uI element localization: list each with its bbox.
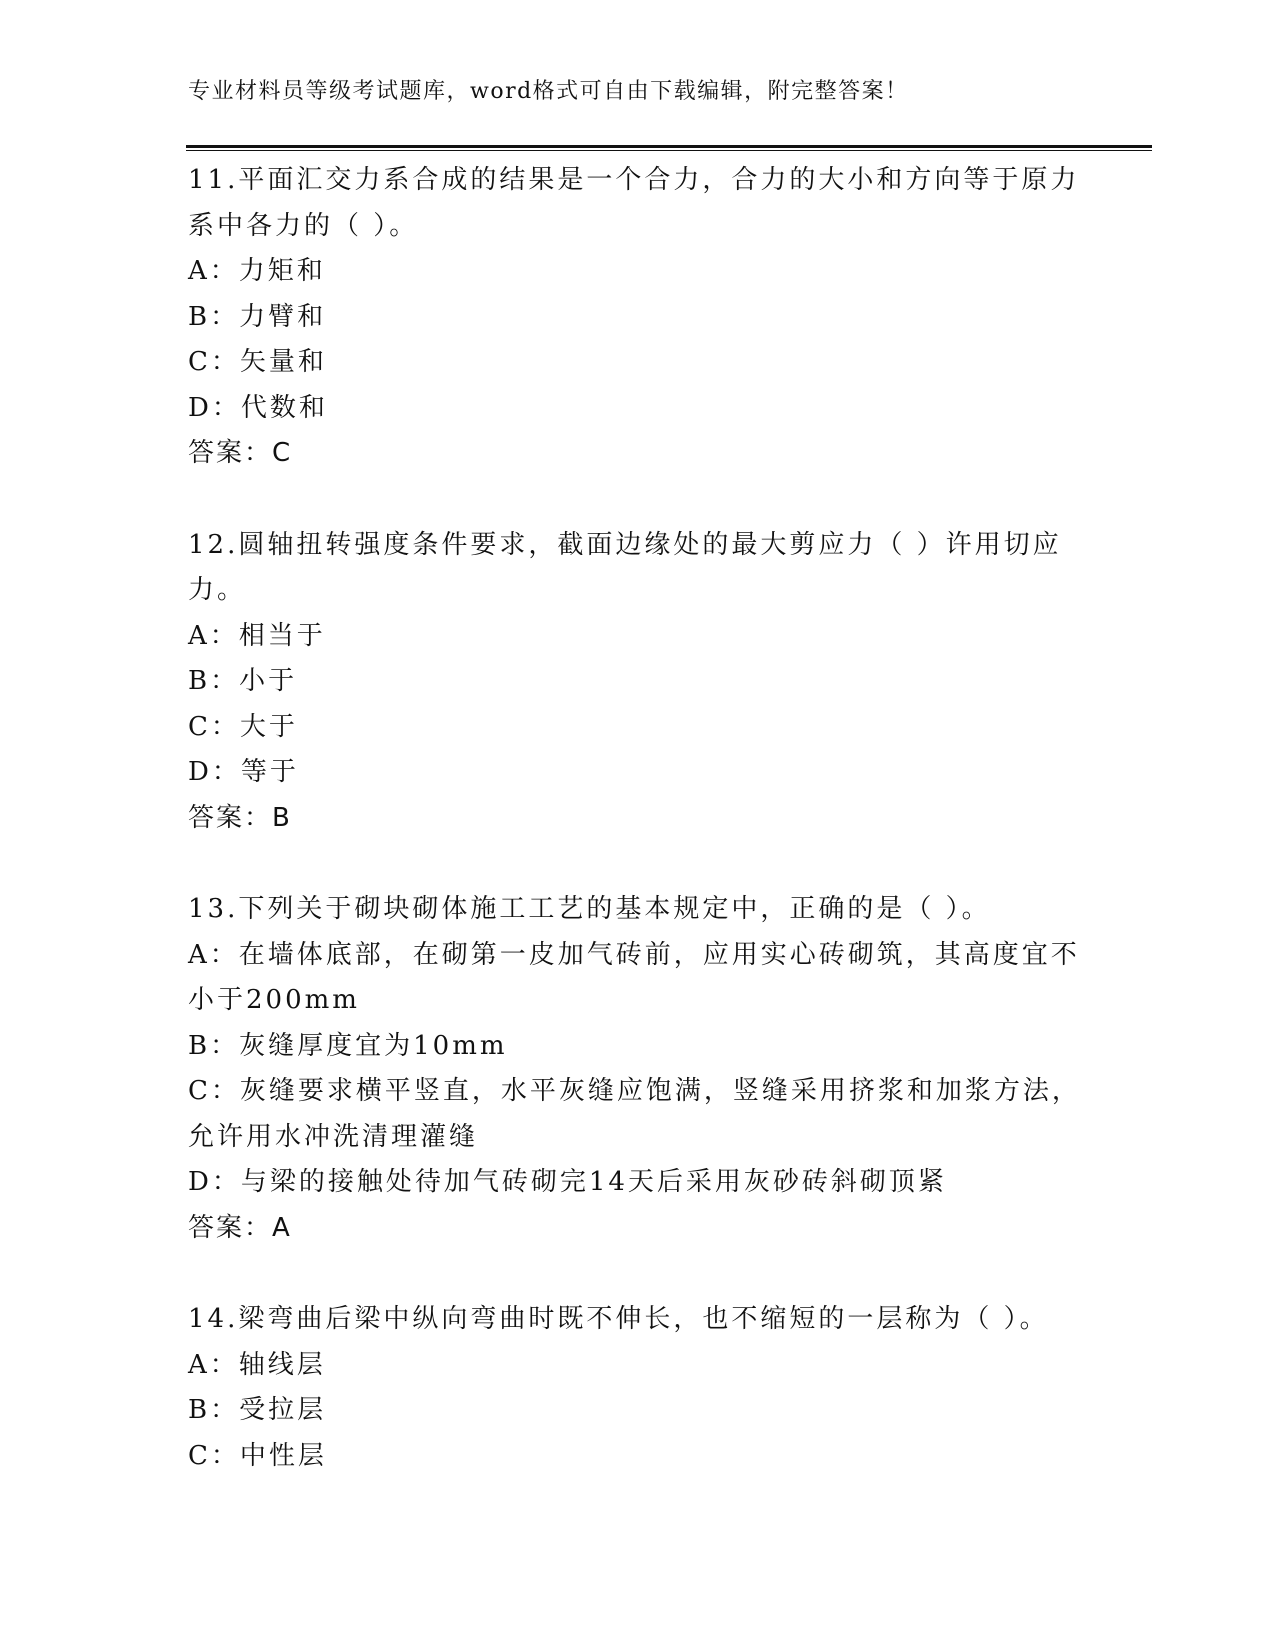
question-11-option-a: A：力矩和 [188,256,326,286]
header-rule-thin [186,150,1152,151]
question-13-stem-line-1: 13.下列关于砌块砌体施工工艺的基本规定中，正确的是（ ）。 [188,894,991,924]
question-13-option-c-line-1: C：灰缝要求横平竖直，水平灰缝应饱满，竖缝采用挤浆和加浆方法， [188,1076,1081,1106]
question-list [188,158,1088,1525]
question-12-answer: 答案：B [188,802,292,833]
question-13-answer: 答案：A [188,1212,292,1243]
question-11-option-c: C：矢量和 [188,347,327,377]
question-11-option-b: B：力臂和 [188,301,327,332]
question-13 [188,887,1088,1251]
page-header: 专业材料员等级考试题库，word格式可自由下载编辑，附完整答案！ [188,79,909,104]
question-14-stem-line-1: 14.梁弯曲后梁中纵向弯曲时既不伸长，也不缩短的一层称为（ ）。 [188,1304,1049,1334]
question-14 [188,1297,1088,1479]
question-11 [188,158,1088,477]
question-12-option-b: B：小于 [188,666,298,696]
header-rule-thick [186,145,1152,148]
question-12-stem-line-2: 力。 [188,575,247,605]
question-12-option-d: D：等于 [188,757,299,787]
question-11-stem-line-1: 11.平面汇交力系合成的结果是一个合力，合力的大小和方向等于原力 [188,165,1080,195]
question-14-option-a: A：轴线层 [188,1349,326,1380]
question-12-option-c: C：大于 [188,711,298,742]
question-13-option-c-line-2: 允许用水冲洗清理灌缝 [188,1121,479,1152]
question-11-answer: 答案：C [188,438,293,468]
question-11-stem-line-2: 系中各力的（ ）。 [188,210,419,241]
question-14-option-c: C：中性层 [188,1440,327,1471]
question-14-option-b: B：受拉层 [188,1395,327,1425]
question-12-option-a: A：相当于 [188,620,326,651]
question-13-option-b: B：灰缝厚度宜为10mm [188,1030,508,1061]
question-13-option-d: D：与梁的接触处待加气砖砌完14天后采用灰砂砖斜砌顶紧 [188,1167,947,1197]
question-13-option-a-line-2: 小于200mm [188,985,360,1015]
question-12-stem-line-1: 12.圆轴扭转强度条件要求，截面边缘处的最大剪应力（ ）许用切应 [188,529,1062,560]
question-11-option-d: D：代数和 [188,392,328,423]
question-12 [188,523,1088,842]
question-13-option-a-line-1: A：在墙体底部，在砌第一皮加气砖前，应用实心砖砌筑，其高度宜不 [188,939,1080,970]
